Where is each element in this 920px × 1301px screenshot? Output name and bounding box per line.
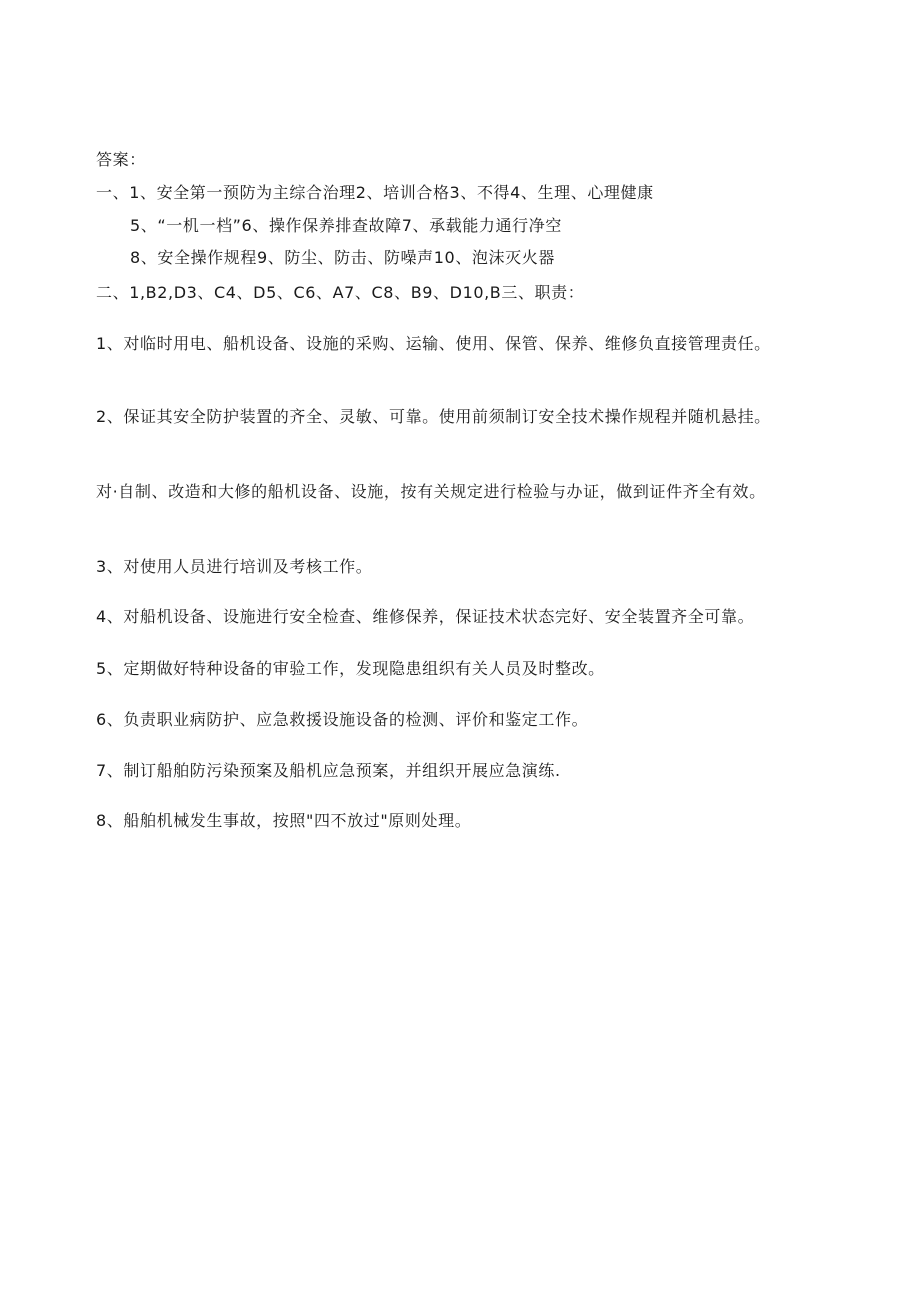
duty-paragraph-3: 3、对使用人员进行培训及考核工作。 bbox=[96, 557, 373, 576]
part1-line-3: 8、安全操作规程9、防尘、防击、防噪声10、泡沫灭火器 bbox=[130, 248, 555, 267]
duty-paragraph-6: 6、负责职业病防护、应急救援设施设备的检测、评价和鉴定工作。 bbox=[96, 710, 589, 729]
duty-paragraph-1: 1、对临时用电、船机设备、设施的采购、运输、使用、保管、保养、维修负直接管理责任。 bbox=[96, 334, 771, 353]
part1-line-1: 一、1、安全第一预防为主综合治理2、培训合格3、不得4、生理、心理健康 bbox=[96, 183, 654, 202]
part2-answers-line: 二、1,B2,D3、C4、D5、C6、A7、C8、B9、D10,B三、职责： bbox=[96, 283, 585, 302]
duty-paragraph-self-made: 对·自制、改造和大修的船机设备、设施，按有关规定进行检验与办证，做到证件齐全有效。 bbox=[96, 482, 766, 501]
part1-line-2: 5、“一机一档”6、操作保养排查故障7、承载能力通行净空 bbox=[130, 216, 562, 235]
duty-paragraph-7: 7、制订船舶防污染预案及船机应急预案，并组织开展应急演练. bbox=[96, 761, 561, 780]
duty-paragraph-5: 5、定期做好特种设备的审验工作，发现隐患组织有关人员及时整改。 bbox=[96, 659, 605, 678]
duty-paragraph-8: 8、船舶机械发生事故，按照"四不放过"原则处理。 bbox=[96, 811, 472, 830]
answers-heading: 答案： bbox=[96, 150, 146, 169]
duty-paragraph-2: 2、保证其安全防护装置的齐全、灵敏、可靠。使用前须制订安全技术操作规程并随机悬挂。 bbox=[96, 407, 771, 426]
duty-paragraph-4: 4、对船机设备、设施进行安全检查、维修保养，保证技术状态完好、安全装置齐全可靠。 bbox=[96, 607, 755, 626]
